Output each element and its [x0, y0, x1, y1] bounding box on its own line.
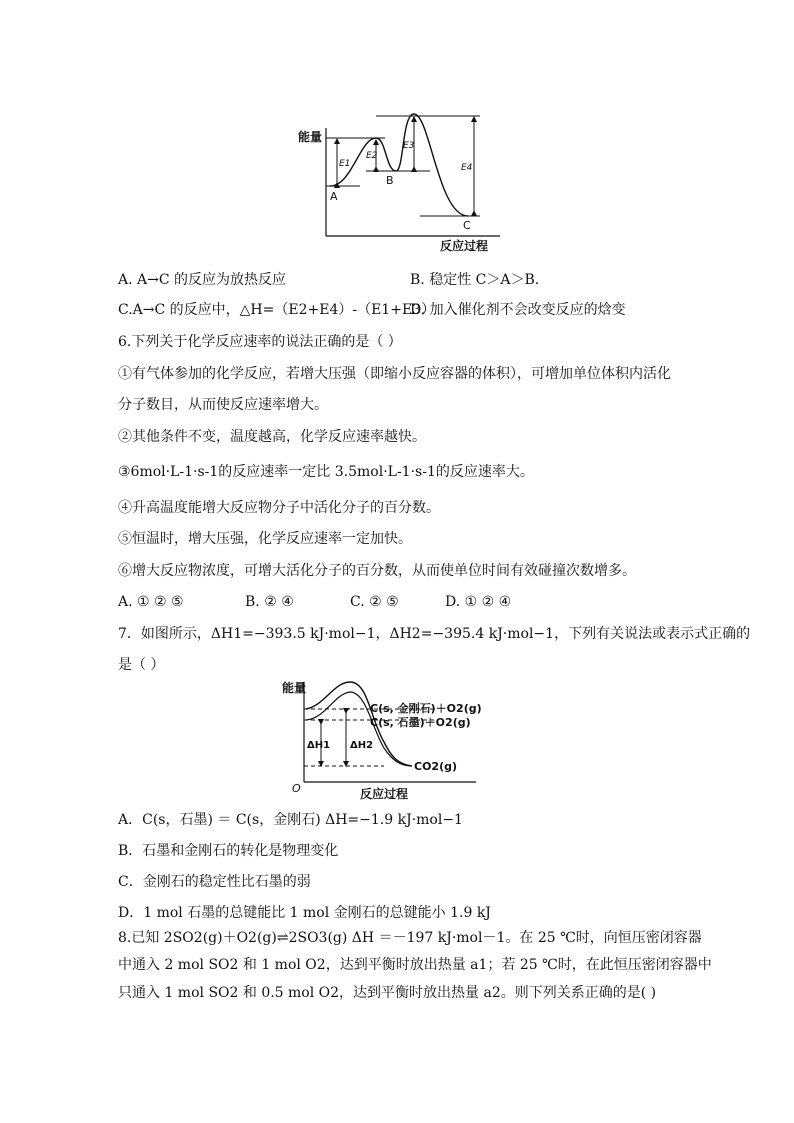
fig2-graphite-label: C(s, 石墨)＋O2(g) — [370, 716, 471, 729]
q6-stem: 6.下列关于化学反应速率的说法正确的是（ ） — [118, 334, 402, 350]
q7-option-c: C．金刚石的稳定性比石墨的弱 — [118, 874, 311, 890]
fig2-x-label: 反应过程 — [360, 787, 409, 801]
fig1-x-label: 反应过程 — [440, 239, 489, 253]
q7-stem-line1: 7．如图所示，ΔH1=−393.5 kJ·mol−1，ΔH2=−395.4 kJ·mol−1，下列有关说法或表示式正确的 — [118, 626, 751, 642]
q8-line2: 中通入 2 mol SO2 和 1 mol O2，达到平衡时放出热量 a1；若 25 ℃时，在此恒压密闭容器中 — [118, 957, 712, 973]
q5-option-b: B. 稳定性 C＞A＞B. — [410, 272, 540, 288]
energy-diagram-2 — [276, 678, 526, 806]
q6-statement-5: ⑤恒温时，增大压强，化学反应速率一定加快。 — [118, 531, 412, 547]
q6-statement-4: ④升高温度能增大反应物分子中活化分子的百分数。 — [118, 500, 440, 516]
fig1-label-b: B — [386, 174, 394, 187]
fig1-label-e2: E2 — [366, 151, 378, 161]
fig2-origin: O — [292, 782, 301, 795]
q5-option-d: D. 加入催化剂不会改变反应的焓变 — [410, 302, 626, 318]
fig2-co2-label: CO2(g) — [414, 760, 458, 773]
q6-statement-1a: ①有气体参加的化学反应，若增大压强（即缩小反应容器的体积），可增加单位体积内活化 — [118, 366, 671, 382]
fig1-label-e1: E1 — [339, 159, 351, 169]
q6-option-b: B. ② ④ — [245, 594, 294, 610]
q6-statement-2: ②其他条件不变，温度越高，化学反应速率越快。 — [118, 429, 426, 445]
q5-option-c: C.A→C 的反应中，△H=（E2+E4）-（E1+E3） — [118, 302, 436, 318]
fig2-dh1-label: ΔH1 — [307, 740, 331, 751]
fig1-label-a: A — [330, 190, 338, 203]
fig2-y-label: 能量 — [282, 681, 307, 695]
q8-line1: 8.已知 2SO2(g)＋O2(g)⇌2SO3(g) ΔH ＝－197 kJ·mol－1。在 25 ℃时，向恒压密闭容器 — [118, 930, 702, 946]
fig1-label-c: C — [463, 219, 471, 232]
fig1-label-e3: E3 — [403, 141, 415, 151]
q7-stem-line2: 是（ ） — [118, 657, 165, 673]
energy-diagram-1 — [290, 108, 510, 256]
q6-statement-3: ③6mol·L-1·s-1的反应速率一定比 3.5mol·L-1·s-1的反应速率大。 — [118, 464, 534, 480]
q8-line3: 只通入 1 mol SO2 和 0.5 mol O2，达到平衡时放出热量 a2。则下列关系正确的是( ) — [118, 985, 657, 1001]
fig2-dh2-label: ΔH2 — [350, 740, 374, 751]
fig1-y-label: 能量 — [298, 130, 323, 144]
q7-option-b: B．石墨和金刚石的转化是物理变化 — [118, 843, 339, 859]
q7-option-d: D．1 mol 石墨的总键能比 1 mol 金刚石的总键能小 1.9 kJ — [118, 905, 491, 921]
q7-option-a: A．C(s，石墨) ＝ C(s，金刚石) ΔH=−1.9 kJ·mol−1 — [118, 812, 463, 828]
q6-option-d: D. ① ② ④ — [445, 594, 512, 610]
q5-option-a: A. A→C 的反应为放热反应 — [118, 272, 287, 288]
q6-statement-1b: 分子数目，从而使反应速率增大。 — [118, 397, 328, 413]
q6-statement-6: ⑥增大反应物浓度，可增大活化分子的百分数，从而使单位时间有效碰撞次数增多。 — [118, 563, 636, 579]
fig2-diamond-label: C(s, 金刚石)＋O2(g) — [370, 702, 482, 715]
q6-option-c: C. ② ⑤ — [350, 594, 399, 610]
q6-option-a: A. ① ② ⑤ — [118, 594, 184, 610]
fig1-label-e4: E4 — [461, 163, 473, 173]
